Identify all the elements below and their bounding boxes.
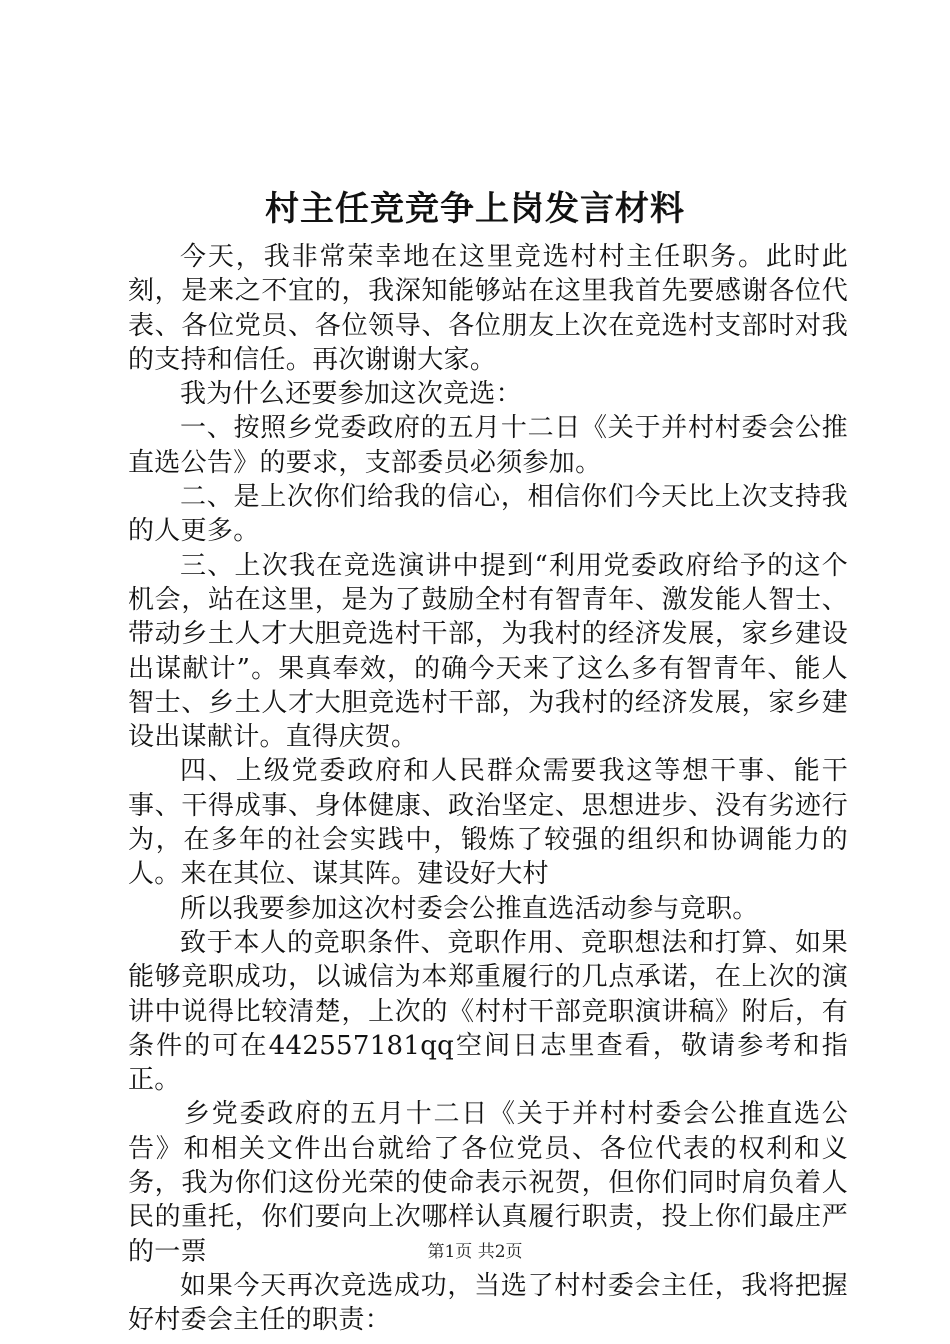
paragraph-6: 四、上级党委政府和人民群众需要我这等想干事、能干事、干得成事、身体健康、政治坚定、思想进步、没有劣迹行为，在多年的社会实践中，锻炼了较强的组织和协调能力的人。来在其位、谋其阵。建设好大村 xyxy=(128,756,848,890)
paragraph-8: 致于本人的竞职条件、竞职作用、竞职想法和打算、如果能够竞职成功，以诚信为本郑重履行的几点承诺，在上次的演讲中说得比较清楚，上次的《村村干部竞职演讲稿》附后，有条件的可在442557181qq空间日志里查看，敬请参考和指正。 xyxy=(128,927,848,1096)
paragraph-10: 如果今天再次竞选成功，当选了村村委会主任，我将把握好村委会主任的职责： xyxy=(128,1270,848,1336)
page-footer: 第1页 共2页 xyxy=(427,1242,523,1262)
paragraph-3: 一、按照乡党委政府的五月十二日《关于并村村委会公推直选公告》的要求，支部委员必须参加。 xyxy=(128,413,848,478)
paragraph-5: 三、上次我在竞选演讲中提到“利用党委政府给予的这个机会，站在这里，是为了鼓励全村有智青年、激发能人智士、带动乡土人才大胆竞选村干部，为我村的经济发展，家乡建设出谋献计”。果真奉效，的确今天来了这么多有智青年、能人智士、乡土人才大胆竞选村干部，为我村的经济发展，家乡建设出谋献计。直得庆贺。 xyxy=(128,550,848,753)
paragraph-1: 今天，我非常荣幸地在这里竞选村村主任职务。此时此刻，是来之不宜的，我深知能够站在这里我首先要感谢各位代表、各位党员、各位领导、各位朋友上次在竞选村支部时对我的支持和信任。再次谢谢大家。 xyxy=(128,242,848,375)
document-title: 村主任竞竞争上岗发言材料 xyxy=(265,189,685,229)
paragraph-7: 所以我要参加这次村委会公推直选活动参与竞职。 xyxy=(180,893,759,924)
paragraph-2: 我为什么还要参加这次竞选： xyxy=(180,379,522,410)
document-body xyxy=(128,240,848,1338)
paragraph-9: 乡党委政府的五月十二日《关于并村村委会公推直选公告》和相关文件出台就给了各位党员、各位代表的权利和义务，我为你们这份光荣的使命表示祝贺，但你们同时肩负着人民的重托，你们要向上次哪样认真履行职责，投上你们最庄严的一票 xyxy=(128,1099,848,1267)
paragraph-4: 二、是上次你们给我的信心，相信你们今天比上次支持我的人更多。 xyxy=(128,482,848,547)
